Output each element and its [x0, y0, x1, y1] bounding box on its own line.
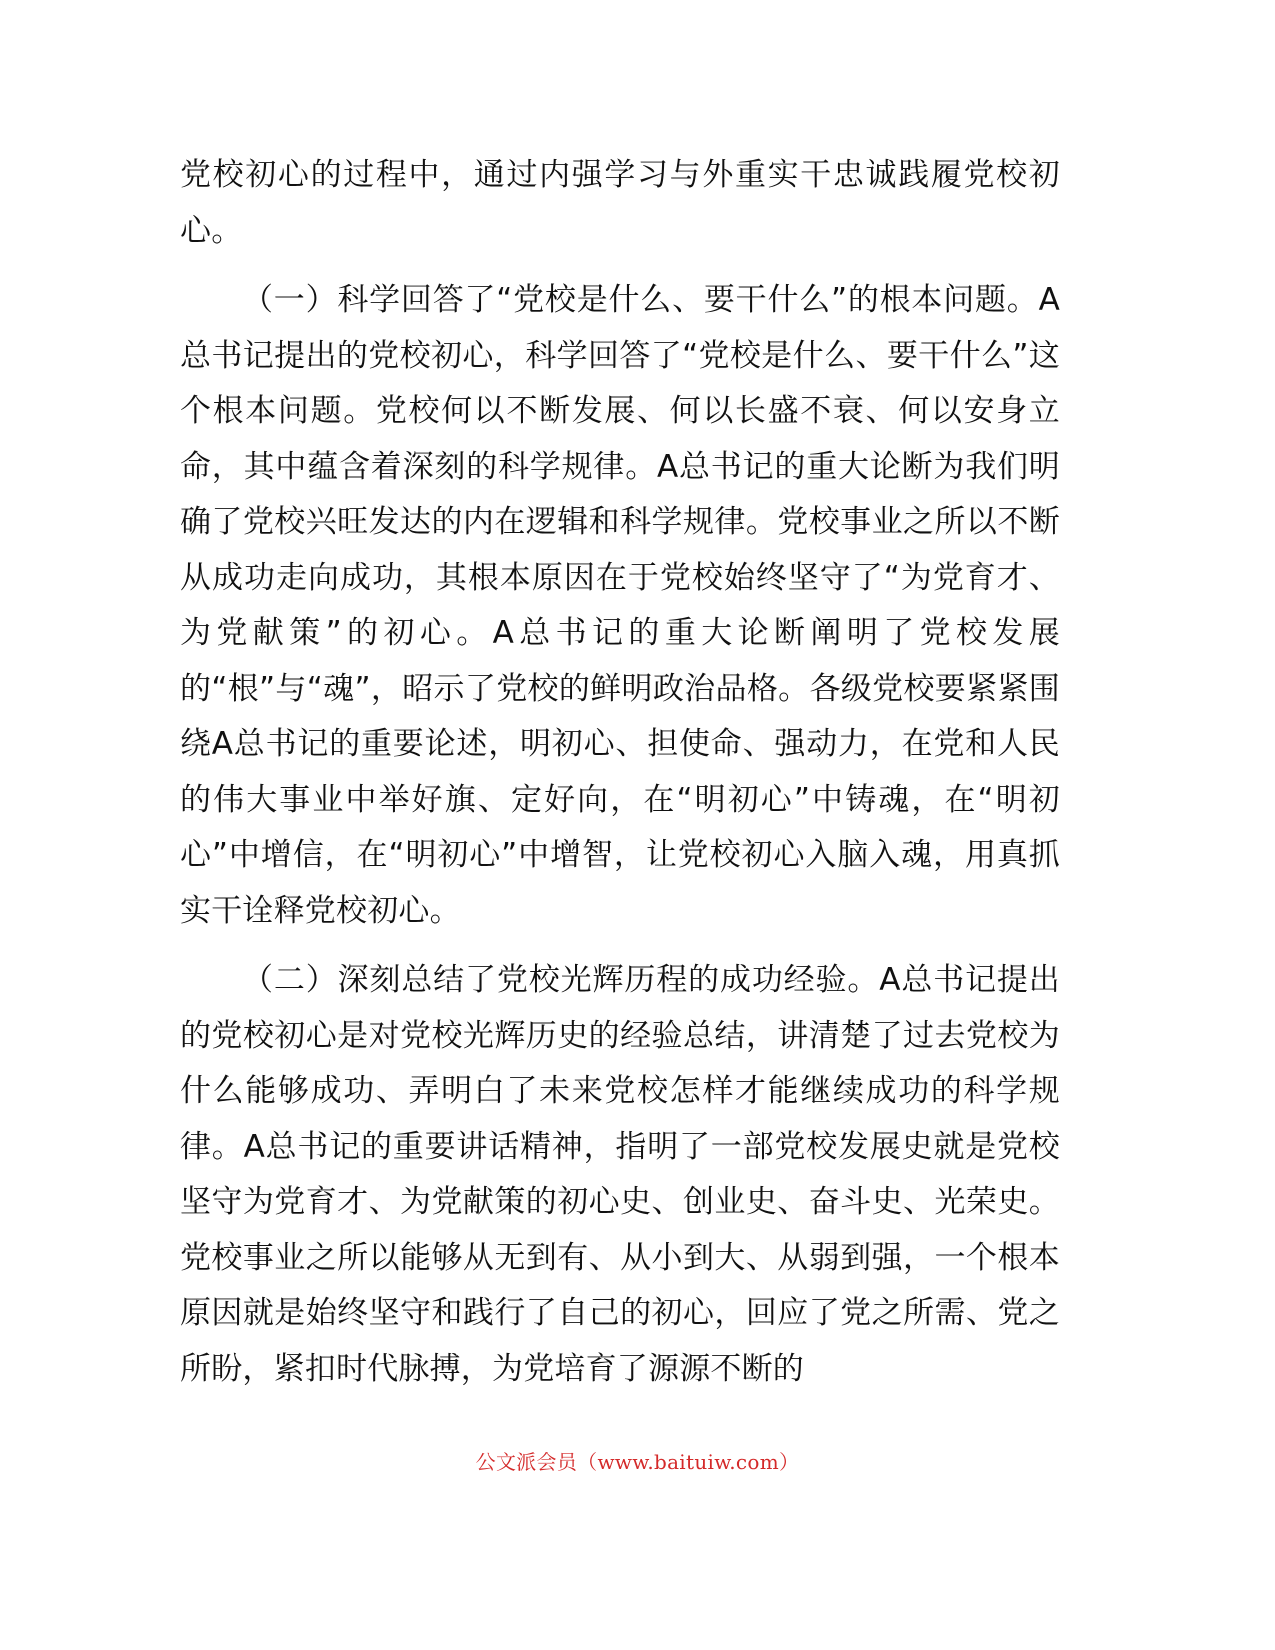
paragraph-section-one: （一）科学回答了“党校是什么、要干什么”的根本问题。A总书记提出的党校初心，科学回答了“党校是什么、要干什么”这个根本问题。党校何以不断发展、何以长盛不衰、何以安身立命，其中蕴含着深刻的科学规律。A总书记的重大论断为我们明确了党校兴旺发达的内在逻辑和科学规律。党校事业之所以不断从成功走向成功，其根本原因在于党校始终坚守了“为党育才、为党献策”的初心。A总书记的重大论断阐明了党校发展的“根”与“魂”，昭示了党校的鲜明政治品格。各级党校要紧紧围绕A总书记的重要论述，明初心、担使命、强动力，在党和人民的伟大事业中举好旗、定好向，在“明初心”中铸魂，在“明初心”中增信，在“明初心”中增智，让党校初心入脑入魂，用真抓实干诠释党校初心。 [180, 282, 1060, 929]
footer-watermark: 公文派会员（www.baituiw.com） [475, 1450, 800, 1474]
paragraph-section-two: （二）深刻总结了党校光辉历程的成功经验。A总书记提出的党校初心是对党校光辉历史的经验总结，讲清楚了过去党校为什么能够成功、弄明白了未来党校怎样才能继续成功的科学规律。A总书记的重要讲话精神，指明了一部党校发展史就是党校坚守为党育才、为党献策的初心史、创业史、奋斗史、光荣史。党校事业之所以能够从无到有、从小到大、从弱到强，一个根本原因就是始终坚守和践行了自己的初心，回应了党之所需、党之所盼，紧扣时代脉搏，为党培育了源源不断的 [180, 962, 1060, 1387]
document-body [180, 148, 1060, 1397]
paragraph-continuation: 党校初心的过程中，通过内强学习与外重实干忠诚践履党校初心。 [180, 157, 1060, 249]
